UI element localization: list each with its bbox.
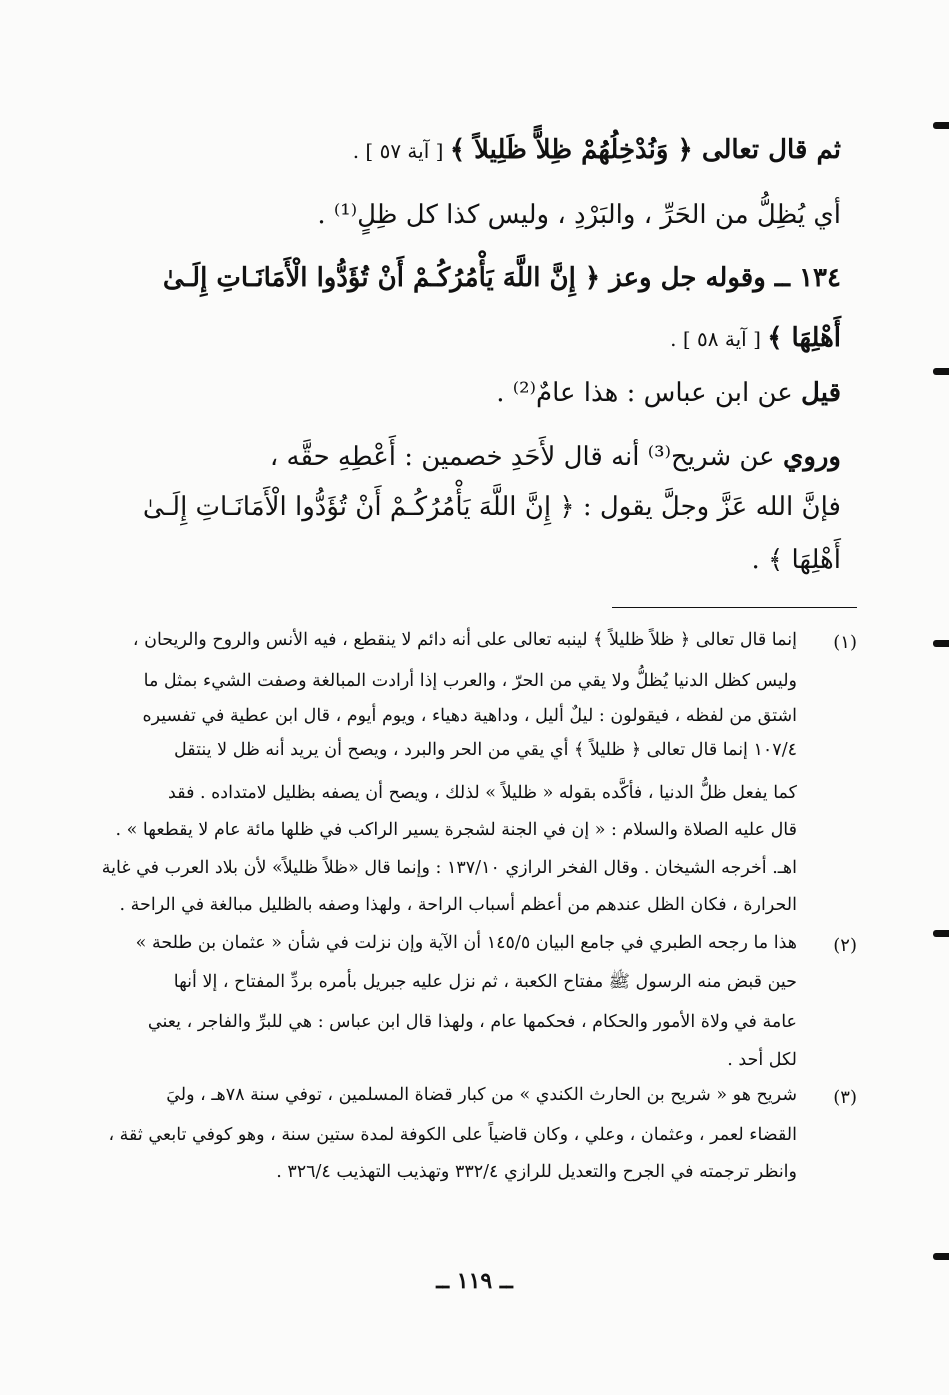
footnote-1-line-6: قال عليه الصلاة والسلام : « إن في الجنة لشجرة يسير الراكب في ظلها مائة عام لا يقطعها » . [115, 820, 797, 840]
main-line-2: أي يُظِلُّ من الحَرِّ ، والبَرْدِ ، وليس كذا كل ظِلٍ⁽¹⁾ . [317, 200, 841, 230]
quran-verse-58-part1: ﴿ إِنَّ اللَّهَ يَأْمُرُكُـمْ أَنْ تُؤَدُّوا الْأَمَانَـاتِ إِلَـىٰ [162, 263, 601, 293]
footnote-2-line-2: حين قبض منه الرسول ﷺ مفتاح الكعبة ، ثم نزل عليه جبريل بأمره بردِّ المفتاح ، إلا أنها [173, 972, 797, 992]
footnote-2-line-4: لكل أحد . [727, 1050, 797, 1070]
footnote-3-line-3: وانظر ترجمته في الجرح والتعديل للرازي ٣٣٢/٤ وتهذيب التهذيب ٣٢٦/٤ . [276, 1162, 797, 1182]
ayah-ref-57: [ آية ٥٧ ] . [352, 139, 450, 163]
footnote-separator [612, 607, 857, 608]
footnote-3-line-2: القضاء لعمر ، وعثمان ، وعلي ، وكان قاضياً على الكوفة لمدة ستين سنة ، وهو كوفي تابعي ثقة ، [108, 1125, 797, 1145]
footnote-3-line-1: شريح هو « شريح بن الحارث الكندي » من كبار قضاة المسلمين ، توفي سنة ٧٨هـ ، وليَ [166, 1085, 797, 1105]
main-line-3 [108, 263, 841, 293]
footnote-2-line-1: هذا ما رجحه الطبري في جامع البيان ١٤٥/٥ أن الآية وإن نزلت في شأن « عثمان بن طلحة » [135, 933, 797, 953]
main-line-5-text: عن ابن عباس : هذا عامٌ⁽²⁾ . [496, 378, 802, 408]
ruwiya-label: وروي [782, 442, 841, 472]
main-line-8: أَهْلِهَا ﴾ . [751, 545, 841, 575]
footnote-1-number: (١) [833, 632, 857, 653]
edge-mark-3 [933, 640, 949, 647]
footnote-2-number: (٢) [833, 935, 857, 956]
main-line-4 [108, 323, 841, 353]
main-line-5 [108, 378, 841, 408]
qila-label: قيل [801, 378, 841, 408]
entry-134-intro: ١٣٤ ــ وقوله جل وعز [600, 263, 841, 293]
edge-mark-4 [933, 930, 949, 937]
main-line-7: فإنَّ الله عَزَّ وجلَّ يقول : ﴿ إِنَّ اللَّهَ يَأْمُرُكُـمْ أَنْ تُؤَدُّوا الْأَمَانَـاتِ إِلَـىٰ [142, 492, 841, 522]
footnote-2-line-3: عامة في ولاة الأمور والحكام ، فحكمها عام ، ولهذا قال ابن عباس : هي للبرِّ والفاجر ، يعني [147, 1012, 797, 1032]
footnote-1-line-3: اشتق من لفظه ، فيقولون : ليلٌ أليل ، وداهية دهياء ، ويوم أيوم ، قال ابن عطية في تفسيره [142, 706, 797, 726]
edge-mark-1 [933, 122, 949, 129]
main-line-1-intro: ثم قال تعالى [692, 135, 841, 165]
edge-mark-5 [933, 1253, 949, 1260]
main-line-1 [108, 135, 841, 165]
footnote-1-line-4: ١٠٧/٤ إنما قال تعالى ﴿ ظليلاً ﴾ أي يقي من الحر والبرد ، ويصح أن يريد أنه ظل لا ينتقل [174, 740, 797, 760]
page-number: ــ ١١٩ ــ [436, 1268, 513, 1294]
quran-verse-57: ﴿ وَنُدْخِلُهُمْ ظِلاًّ ظَلِيلاً ﴾ [449, 135, 693, 165]
quran-verse-58-part2: أَهْلِهَا ﴾ [767, 323, 841, 353]
footnote-1-line-5: كما يفعل ظلُّ الدنيا ، فأكَّده بقوله « ظليلاً » لذلك ، ويصح أن يصفه بظليل لامتداده . فقد [168, 783, 797, 803]
footnote-1-line-1: إنما قال تعالى ﴿ ظلاً ظليلاً ﴾ لينبه تعالى على أنه دائم لا ينقطع ، فيه الأنس والروح والريحان ، [132, 630, 797, 650]
ayah-ref-58: [ آية ٥٨ ] . [670, 327, 768, 351]
footnote-3-number: (٣) [833, 1087, 857, 1108]
main-line-6-text: عن شريح⁽³⁾ أنه قال لأَحَدِ خصمين : أَعْطِهِ حقَّه ، [269, 442, 783, 472]
footnote-1-line-7: اهـ. أخرجه الشيخان . وقال الفخر الرازي ١٣٧/١٠ : وإنما قال «ظلاً ظليلاً» لأن بلاد العرب في غاية [101, 858, 797, 878]
edge-mark-2 [933, 368, 949, 375]
main-line-6 [108, 442, 841, 472]
footnote-1-line-2: وليس كظل الدنيا يُظلُّ ولا يقي من الحرّ ، والعرب إذا أرادت المبالغة وصفت الشيء بمثل ما [143, 671, 797, 691]
footnote-1-line-8: الحرارة ، فكان الظل عندهم من أعظم أسباب الراحة ، ولهذا وصفه بالظليل مبالغة في الراحة . [119, 895, 797, 915]
